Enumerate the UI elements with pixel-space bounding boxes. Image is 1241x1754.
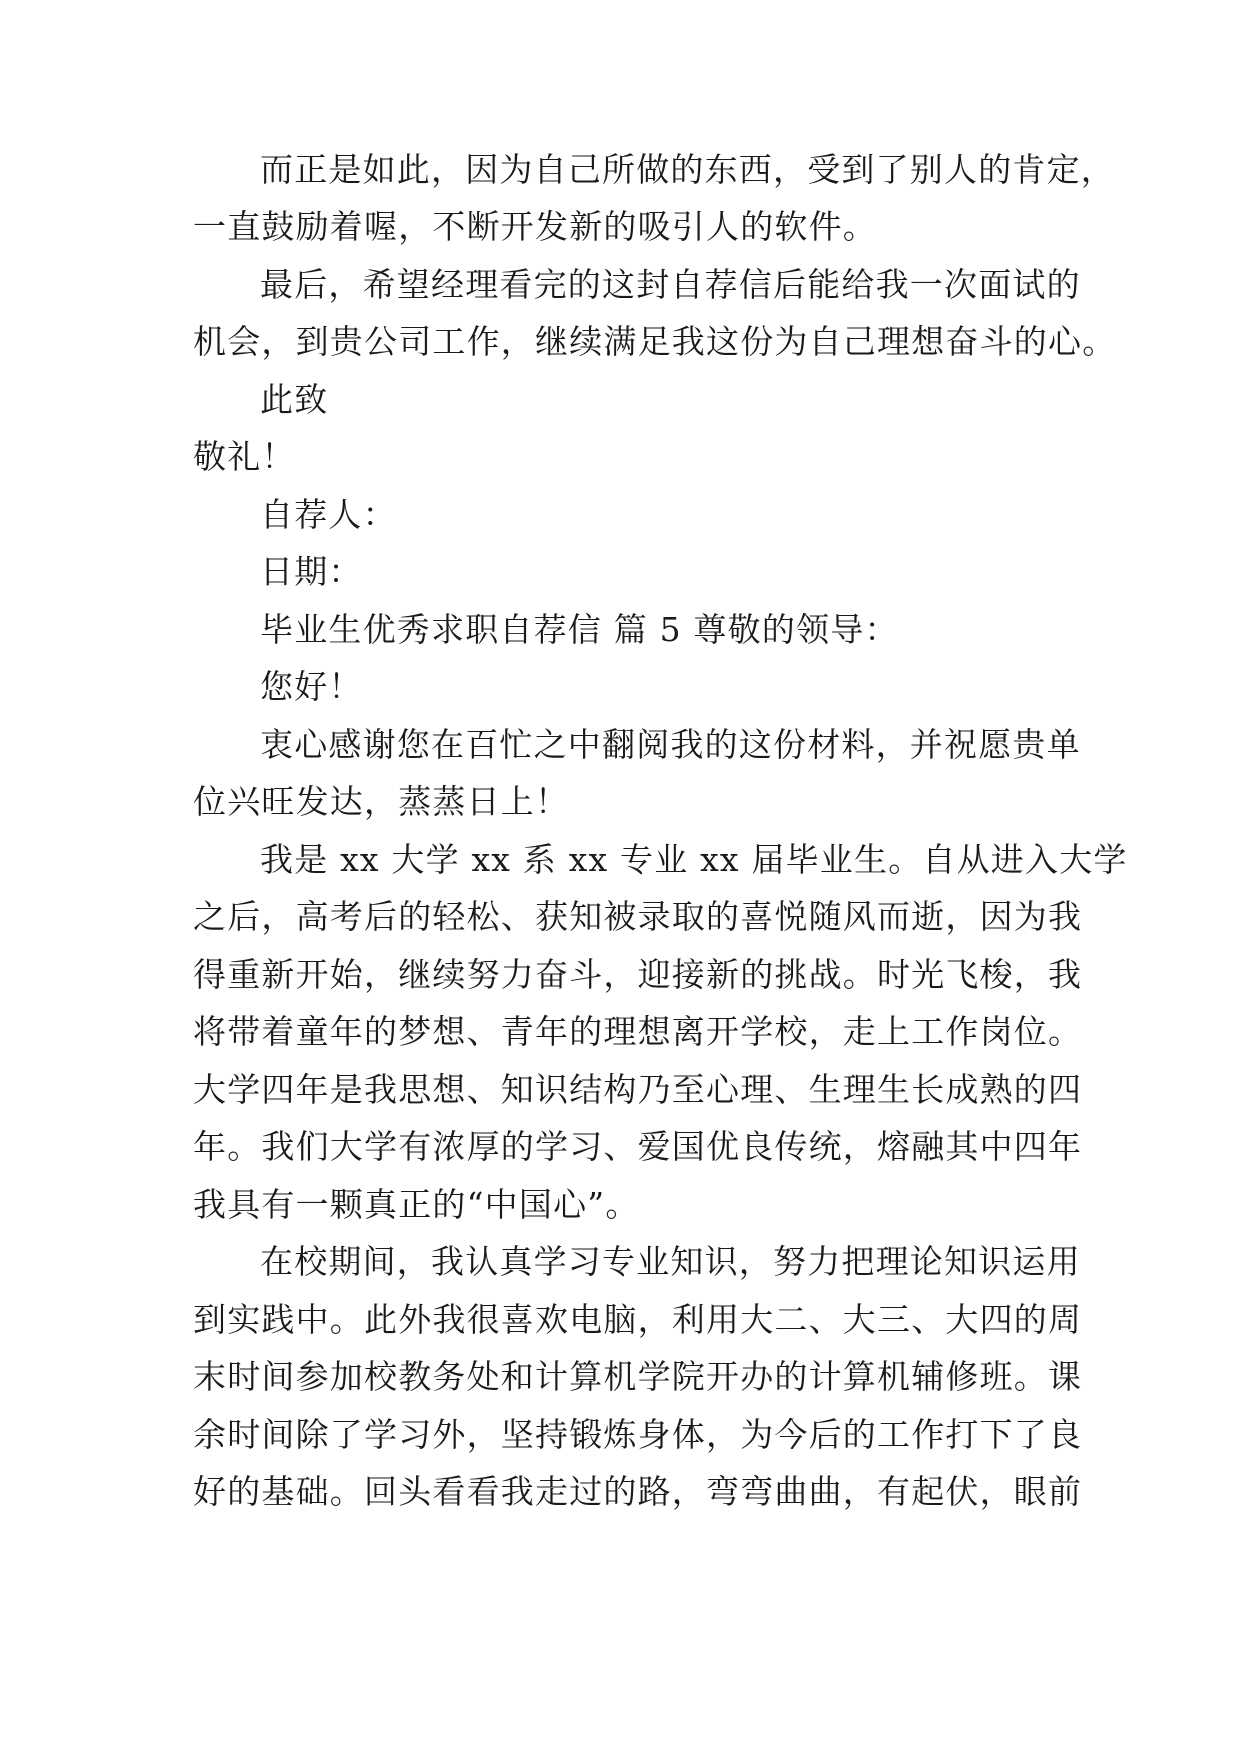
text-line: 之后，高考后的轻松、获知被录取的喜悦随风而逝，因为我 (193, 897, 1083, 936)
text-line: 自荐人： (260, 495, 397, 534)
text-line: 好的基础。回头看看我走过的路，弯弯曲曲，有起伏，眼前 (193, 1472, 1083, 1511)
text-line: 日期： (260, 552, 363, 591)
text-line: 将带着童年的梦想、青年的理想离开学校，走上工作岗位。 (193, 1012, 1083, 1051)
text-line: 最后，希望经理看完的这封自荐信后能给我一次面试的 (260, 265, 1081, 304)
text-line: 余时间除了学习外，坚持锻炼身体，为今后的工作打下了良 (193, 1415, 1083, 1454)
text-line: 我具有一颗真正的“中国心”。 (193, 1185, 640, 1224)
text-line: 到实践中。此外我很喜欢电脑，利用大二、大三、大四的周 (193, 1300, 1083, 1339)
text-line: 机会，到贵公司工作，继续满足我这份为自己理想奋斗的心。 (193, 322, 1117, 361)
text-line: 毕业生优秀求职自荐信 篇 5 尊敬的领导： (260, 610, 899, 649)
text-line: 末时间参加校教务处和计算机学院开办的计算机辅修班。课 (193, 1357, 1083, 1396)
text-line: 年。我们大学有浓厚的学习、爱国优良传统，熔融其中四年 (193, 1127, 1083, 1166)
text-line: 您好！ (260, 667, 363, 706)
text-line: 大学四年是我思想、知识结构乃至心理、生理生长成熟的四 (193, 1070, 1083, 1109)
text-line: 敬礼！ (193, 437, 296, 476)
text-line: 衷心感谢您在百忙之中翻阅我的这份材料，并祝愿贵单 (260, 725, 1081, 764)
text-line: 而正是如此，因为自己所做的东西，受到了别人的肯定， (260, 150, 1115, 189)
text-line: 位兴旺发达，蒸蒸日上！ (193, 782, 570, 821)
text-line: 一直鼓励着喔，不断开发新的吸引人的软件。 (193, 207, 877, 246)
text-line: 此致 (260, 380, 329, 419)
text-line: 得重新开始，继续努力奋斗，迎接新的挑战。时光飞梭，我 (193, 955, 1083, 994)
text-line: 我是 xx 大学 xx 系 xx 专业 xx 届毕业生。自从进入大学 (260, 840, 1128, 879)
text-line: 在校期间，我认真学习专业知识，努力把理论知识运用 (260, 1242, 1081, 1281)
